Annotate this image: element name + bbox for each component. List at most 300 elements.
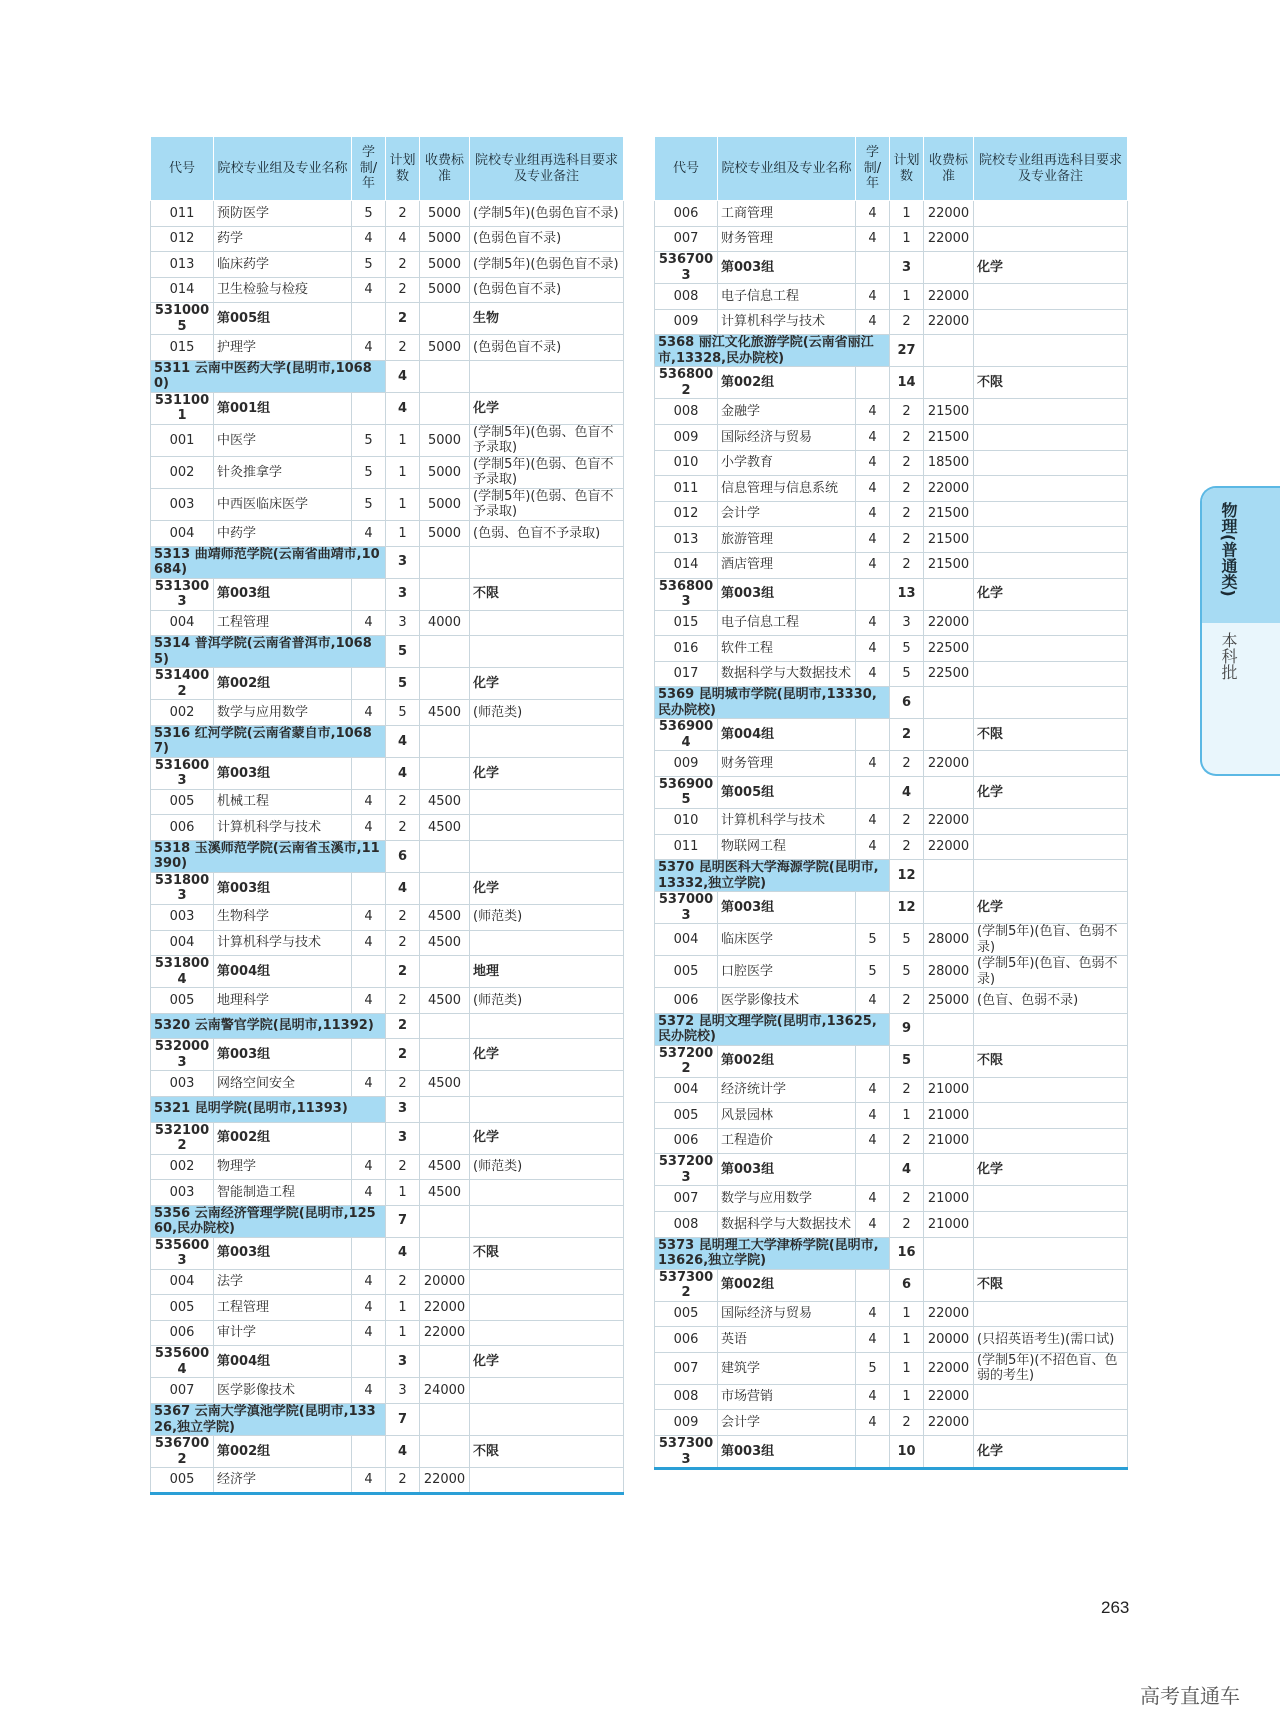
major-code: 006 (151, 815, 214, 841)
header-name: 院校专业组及专业名称 (214, 136, 352, 201)
major-years: 5 (352, 252, 386, 278)
empty-cell (352, 1122, 386, 1154)
school-row (151, 1013, 624, 1039)
group-row (151, 668, 624, 700)
major-fee: 5000 (420, 277, 470, 303)
major-code: 004 (151, 520, 214, 546)
empty-cell (470, 360, 624, 392)
major-code: 005 (151, 1295, 214, 1321)
header-years: 学制/年 (856, 136, 890, 201)
empty-cell (420, 872, 470, 904)
empty-cell (470, 725, 624, 757)
major-plan: 1 (386, 1295, 420, 1321)
major-name: 旅游管理 (718, 527, 856, 553)
major-row (655, 552, 1128, 578)
school-name: 5316 红河学院(云南省蒙自市,10687) (151, 725, 386, 757)
school-name: 5320 云南警官学院(昆明市,11392) (151, 1013, 386, 1039)
major-fee: 5000 (420, 424, 470, 456)
major-years: 4 (856, 1128, 890, 1154)
major-plan: 2 (386, 201, 420, 227)
empty-cell (352, 578, 386, 610)
group-plan: 5 (386, 668, 420, 700)
major-fee: 5000 (420, 201, 470, 227)
major-note (974, 309, 1128, 335)
empty-cell (420, 725, 470, 757)
header-code: 代号 (151, 136, 214, 201)
group-row (151, 1122, 624, 1154)
major-fee: 24000 (420, 1378, 470, 1404)
school-row (151, 1096, 624, 1122)
empty-cell (856, 892, 890, 924)
school-name: 5313 曲靖师范学院(云南省曲靖市,10684) (151, 546, 386, 578)
major-note (470, 1071, 624, 1097)
major-code: 011 (655, 476, 718, 502)
major-plan: 2 (386, 1269, 420, 1295)
empty-cell (470, 1404, 624, 1436)
major-note (470, 815, 624, 841)
major-plan: 1 (890, 284, 924, 310)
major-row (655, 636, 1128, 662)
major-fee: 4500 (420, 700, 470, 726)
major-name: 风景园林 (718, 1103, 856, 1129)
major-row (655, 284, 1128, 310)
group-subject-requirement: 化学 (470, 1122, 624, 1154)
school-plan-total: 16 (890, 1237, 924, 1269)
major-name: 酒店管理 (718, 552, 856, 578)
major-years: 4 (352, 815, 386, 841)
school-name: 5369 昆明城市学院(昆明市,13330,民办院校) (655, 687, 890, 719)
group-subject-requirement: 不限 (470, 578, 624, 610)
major-fee: 22000 (924, 808, 974, 834)
major-note (974, 1410, 1128, 1436)
major-years: 4 (856, 201, 890, 227)
group-plan: 6 (890, 1269, 924, 1301)
major-years: 5 (352, 201, 386, 227)
major-note (974, 201, 1128, 227)
empty-cell (974, 1013, 1128, 1045)
school-plan-total: 4 (386, 725, 420, 757)
group-name: 第002组 (214, 1436, 352, 1468)
major-fee: 25000 (924, 988, 974, 1014)
major-code: 013 (151, 252, 214, 278)
empty-cell (856, 367, 890, 399)
major-years: 4 (856, 1186, 890, 1212)
group-row (151, 1346, 624, 1378)
group-code: 5316003 (151, 757, 214, 789)
major-name: 药学 (214, 226, 352, 252)
major-name: 预防医学 (214, 201, 352, 227)
major-name: 智能制造工程 (214, 1180, 352, 1206)
group-row (151, 303, 624, 335)
group-row (655, 719, 1128, 751)
group-plan: 4 (386, 1436, 420, 1468)
major-plan: 1 (386, 520, 420, 546)
group-subject-requirement: 化学 (470, 392, 624, 424)
major-name: 医学影像技术 (214, 1378, 352, 1404)
empty-cell (924, 578, 974, 610)
major-code: 006 (151, 1320, 214, 1346)
major-note (974, 1212, 1128, 1238)
major-row (151, 930, 624, 956)
major-name: 国际经济与贸易 (718, 1301, 856, 1327)
empty-cell (856, 1154, 890, 1186)
empty-cell (924, 1154, 974, 1186)
major-code: 008 (655, 1212, 718, 1238)
major-code: 009 (655, 309, 718, 335)
major-row (655, 834, 1128, 860)
major-name: 计算机科学与技术 (718, 808, 856, 834)
major-note (974, 476, 1128, 502)
group-plan: 3 (890, 252, 924, 284)
major-fee: 5000 (420, 226, 470, 252)
major-plan: 2 (386, 815, 420, 841)
group-plan: 4 (890, 1154, 924, 1186)
major-row (655, 1103, 1128, 1129)
major-name: 数据科学与大数据技术 (718, 1212, 856, 1238)
major-plan: 2 (890, 1077, 924, 1103)
group-plan: 13 (890, 578, 924, 610)
major-fee: 20000 (924, 1327, 974, 1353)
empty-cell (352, 1436, 386, 1468)
school-name: 5370 昆明医科大学海源学院(昆明市,13332,独立学院) (655, 860, 890, 892)
empty-cell (420, 757, 470, 789)
major-fee: 22000 (924, 1410, 974, 1436)
watermark: 高考直通车 (1140, 1684, 1240, 1708)
empty-cell (924, 776, 974, 808)
major-note (974, 1301, 1128, 1327)
empty-cell (420, 1039, 470, 1071)
major-code: 002 (151, 700, 214, 726)
major-name: 计算机科学与技术 (214, 815, 352, 841)
empty-cell (470, 1096, 624, 1122)
major-name: 网络空间安全 (214, 1071, 352, 1097)
major-name: 工程管理 (214, 610, 352, 636)
major-name: 卫生检验与检疫 (214, 277, 352, 303)
major-note (974, 751, 1128, 777)
group-subject-requirement: 不限 (470, 1436, 624, 1468)
major-code: 005 (151, 988, 214, 1014)
major-plan: 2 (890, 1410, 924, 1436)
major-row (151, 1468, 624, 1494)
empty-cell (856, 1045, 890, 1077)
empty-cell (856, 776, 890, 808)
major-fee: 21000 (924, 1186, 974, 1212)
major-years: 4 (856, 501, 890, 527)
major-note: (学制5年)(不招色盲、色弱的考生) (974, 1352, 1128, 1384)
major-plan: 2 (386, 277, 420, 303)
major-row (655, 309, 1128, 335)
group-name: 第004组 (214, 956, 352, 988)
empty-cell (420, 668, 470, 700)
empty-cell (420, 1205, 470, 1237)
empty-cell (974, 860, 1128, 892)
major-plan: 1 (890, 226, 924, 252)
group-row (655, 1269, 1128, 1301)
empty-cell (420, 392, 470, 424)
major-fee: 4500 (420, 904, 470, 930)
major-plan: 2 (890, 450, 924, 476)
major-note (974, 610, 1128, 636)
group-row (151, 956, 624, 988)
major-name: 工商管理 (718, 201, 856, 227)
major-plan: 1 (890, 1384, 924, 1410)
major-note (470, 610, 624, 636)
major-note (974, 636, 1128, 662)
major-years: 4 (856, 1212, 890, 1238)
major-note (974, 834, 1128, 860)
group-code: 5313003 (151, 578, 214, 610)
major-note (974, 1103, 1128, 1129)
group-name: 第004组 (718, 719, 856, 751)
group-plan: 2 (386, 303, 420, 335)
major-years: 4 (352, 1378, 386, 1404)
group-row (655, 1045, 1128, 1077)
group-row (655, 892, 1128, 924)
major-row (655, 808, 1128, 834)
group-subject-requirement: 化学 (470, 668, 624, 700)
major-fee: 21500 (924, 399, 974, 425)
empty-cell (856, 719, 890, 751)
major-years: 4 (352, 700, 386, 726)
major-plan: 1 (890, 1103, 924, 1129)
admissions-table-left (150, 134, 624, 1495)
major-years: 4 (352, 930, 386, 956)
group-subject-requirement: 化学 (974, 252, 1128, 284)
school-plan-total: 9 (890, 1013, 924, 1045)
empty-cell (856, 1436, 890, 1469)
empty-cell (470, 1205, 624, 1237)
major-row (151, 520, 624, 546)
major-fee: 21500 (924, 501, 974, 527)
group-name: 第002组 (718, 367, 856, 399)
major-years: 4 (352, 789, 386, 815)
major-years: 4 (856, 834, 890, 860)
major-row (655, 1128, 1128, 1154)
major-fee: 22000 (420, 1320, 470, 1346)
major-years: 4 (856, 1103, 890, 1129)
group-name: 第003组 (718, 252, 856, 284)
major-plan: 2 (890, 988, 924, 1014)
group-plan: 3 (386, 1346, 420, 1378)
empty-cell (420, 1346, 470, 1378)
group-subject-requirement: 不限 (974, 1045, 1128, 1077)
major-row (151, 610, 624, 636)
group-name: 第003组 (214, 1237, 352, 1269)
major-fee: 22000 (420, 1468, 470, 1494)
major-plan: 4 (386, 226, 420, 252)
group-plan: 4 (890, 776, 924, 808)
major-code: 011 (151, 201, 214, 227)
group-name: 第003组 (214, 578, 352, 610)
major-note: (师范类) (470, 988, 624, 1014)
major-row (151, 201, 624, 227)
group-name: 第002组 (214, 1122, 352, 1154)
major-row (655, 988, 1128, 1014)
major-years: 5 (856, 924, 890, 956)
major-fee: 22000 (924, 284, 974, 310)
major-plan: 2 (890, 527, 924, 553)
major-code: 016 (655, 636, 718, 662)
major-years: 4 (856, 284, 890, 310)
major-name: 工程管理 (214, 1295, 352, 1321)
empty-cell (420, 1237, 470, 1269)
major-row (655, 424, 1128, 450)
group-row (151, 1436, 624, 1468)
major-years: 4 (352, 610, 386, 636)
major-row (655, 476, 1128, 502)
group-code: 5369005 (655, 776, 718, 808)
major-years: 4 (856, 1384, 890, 1410)
major-row (151, 252, 624, 278)
major-note (974, 424, 1128, 450)
major-name: 建筑学 (718, 1352, 856, 1384)
major-plan: 2 (386, 930, 420, 956)
group-name: 第001组 (214, 392, 352, 424)
empty-cell (974, 1237, 1128, 1269)
major-name: 物理学 (214, 1154, 352, 1180)
group-name: 第002组 (214, 668, 352, 700)
major-code: 017 (655, 661, 718, 687)
major-row (151, 904, 624, 930)
empty-cell (420, 1096, 470, 1122)
major-fee: 22000 (924, 1301, 974, 1327)
major-row (655, 450, 1128, 476)
empty-cell (924, 1237, 974, 1269)
major-fee: 21000 (924, 1103, 974, 1129)
major-name: 医学影像技术 (718, 988, 856, 1014)
empty-cell (420, 546, 470, 578)
major-row (151, 226, 624, 252)
group-code: 5370003 (655, 892, 718, 924)
group-plan: 12 (890, 892, 924, 924)
major-years: 4 (352, 520, 386, 546)
major-plan: 1 (386, 488, 420, 520)
major-plan: 5 (890, 956, 924, 988)
major-name: 法学 (214, 1269, 352, 1295)
header-code: 代号 (655, 136, 718, 201)
major-row (655, 661, 1128, 687)
group-subject-requirement: 不限 (974, 367, 1128, 399)
empty-cell (352, 757, 386, 789)
major-row (151, 335, 624, 361)
major-code: 015 (151, 335, 214, 361)
major-note (974, 1077, 1128, 1103)
major-plan: 2 (890, 476, 924, 502)
major-note (470, 930, 624, 956)
major-row (655, 1384, 1128, 1410)
group-subject-requirement: 地理 (470, 956, 624, 988)
group-code: 5310005 (151, 303, 214, 335)
major-fee: 28000 (924, 924, 974, 956)
major-name: 数学与应用数学 (718, 1186, 856, 1212)
group-name: 第002组 (718, 1269, 856, 1301)
major-row (151, 1378, 624, 1404)
empty-cell (856, 1269, 890, 1301)
header-plan: 计划数 (386, 136, 420, 201)
major-row (151, 424, 624, 456)
empty-cell (924, 1045, 974, 1077)
major-row (151, 488, 624, 520)
major-fee: 21000 (924, 1128, 974, 1154)
major-note (974, 527, 1128, 553)
major-name: 经济学 (214, 1468, 352, 1494)
group-code: 5318003 (151, 872, 214, 904)
major-name: 会计学 (718, 1410, 856, 1436)
major-row (151, 1320, 624, 1346)
school-name: 5314 普洱学院(云南省普洱市,10685) (151, 636, 386, 668)
major-name: 小学教育 (718, 450, 856, 476)
major-fee: 4500 (420, 789, 470, 815)
empty-cell (420, 1436, 470, 1468)
major-name: 电子信息工程 (718, 610, 856, 636)
major-name: 金融学 (718, 399, 856, 425)
empty-cell (924, 1269, 974, 1301)
major-fee: 21500 (924, 424, 974, 450)
major-name: 软件工程 (718, 636, 856, 662)
empty-cell (352, 1237, 386, 1269)
major-plan: 2 (890, 552, 924, 578)
group-code: 5368002 (655, 367, 718, 399)
major-row (655, 399, 1128, 425)
major-plan: 1 (386, 424, 420, 456)
major-name: 经济统计学 (718, 1077, 856, 1103)
group-plan: 2 (890, 719, 924, 751)
major-fee: 21500 (924, 552, 974, 578)
major-plan: 5 (890, 661, 924, 687)
major-name: 国际经济与贸易 (718, 424, 856, 450)
major-row (655, 1410, 1128, 1436)
major-code: 009 (655, 1410, 718, 1436)
empty-cell (352, 1039, 386, 1071)
major-note: (色弱色盲不录) (470, 226, 624, 252)
group-plan: 2 (386, 956, 420, 988)
major-note: (学制5年)(色弱、色盲不予录取) (470, 488, 624, 520)
group-row (151, 872, 624, 904)
school-name: 5321 昆明学院(昆明市,11393) (151, 1096, 386, 1122)
major-note: (只招英语考生)(需口试) (974, 1327, 1128, 1353)
major-fee: 22000 (924, 476, 974, 502)
school-row (151, 1404, 624, 1436)
empty-cell (470, 1013, 624, 1039)
group-code: 5356003 (151, 1237, 214, 1269)
major-note (974, 661, 1128, 687)
major-years: 4 (352, 1269, 386, 1295)
major-fee: 22500 (924, 636, 974, 662)
group-code: 5320003 (151, 1039, 214, 1071)
major-name: 针灸推拿学 (214, 456, 352, 488)
major-name: 财务管理 (718, 226, 856, 252)
major-years: 5 (352, 488, 386, 520)
group-subject-requirement: 不限 (974, 719, 1128, 751)
major-plan: 5 (386, 700, 420, 726)
major-years: 4 (352, 904, 386, 930)
major-row (151, 277, 624, 303)
major-plan: 5 (890, 636, 924, 662)
header-name: 院校专业组及专业名称 (718, 136, 856, 201)
major-name: 市场营销 (718, 1384, 856, 1410)
major-name: 计算机科学与技术 (718, 309, 856, 335)
major-plan: 1 (386, 1180, 420, 1206)
major-years: 4 (352, 335, 386, 361)
major-code: 013 (655, 527, 718, 553)
major-row (655, 1186, 1128, 1212)
major-note: (色弱、色盲不予录取) (470, 520, 624, 546)
major-code: 009 (655, 751, 718, 777)
major-years: 4 (856, 527, 890, 553)
major-code: 003 (151, 904, 214, 930)
major-name: 英语 (718, 1327, 856, 1353)
table-header-row (655, 136, 1128, 201)
